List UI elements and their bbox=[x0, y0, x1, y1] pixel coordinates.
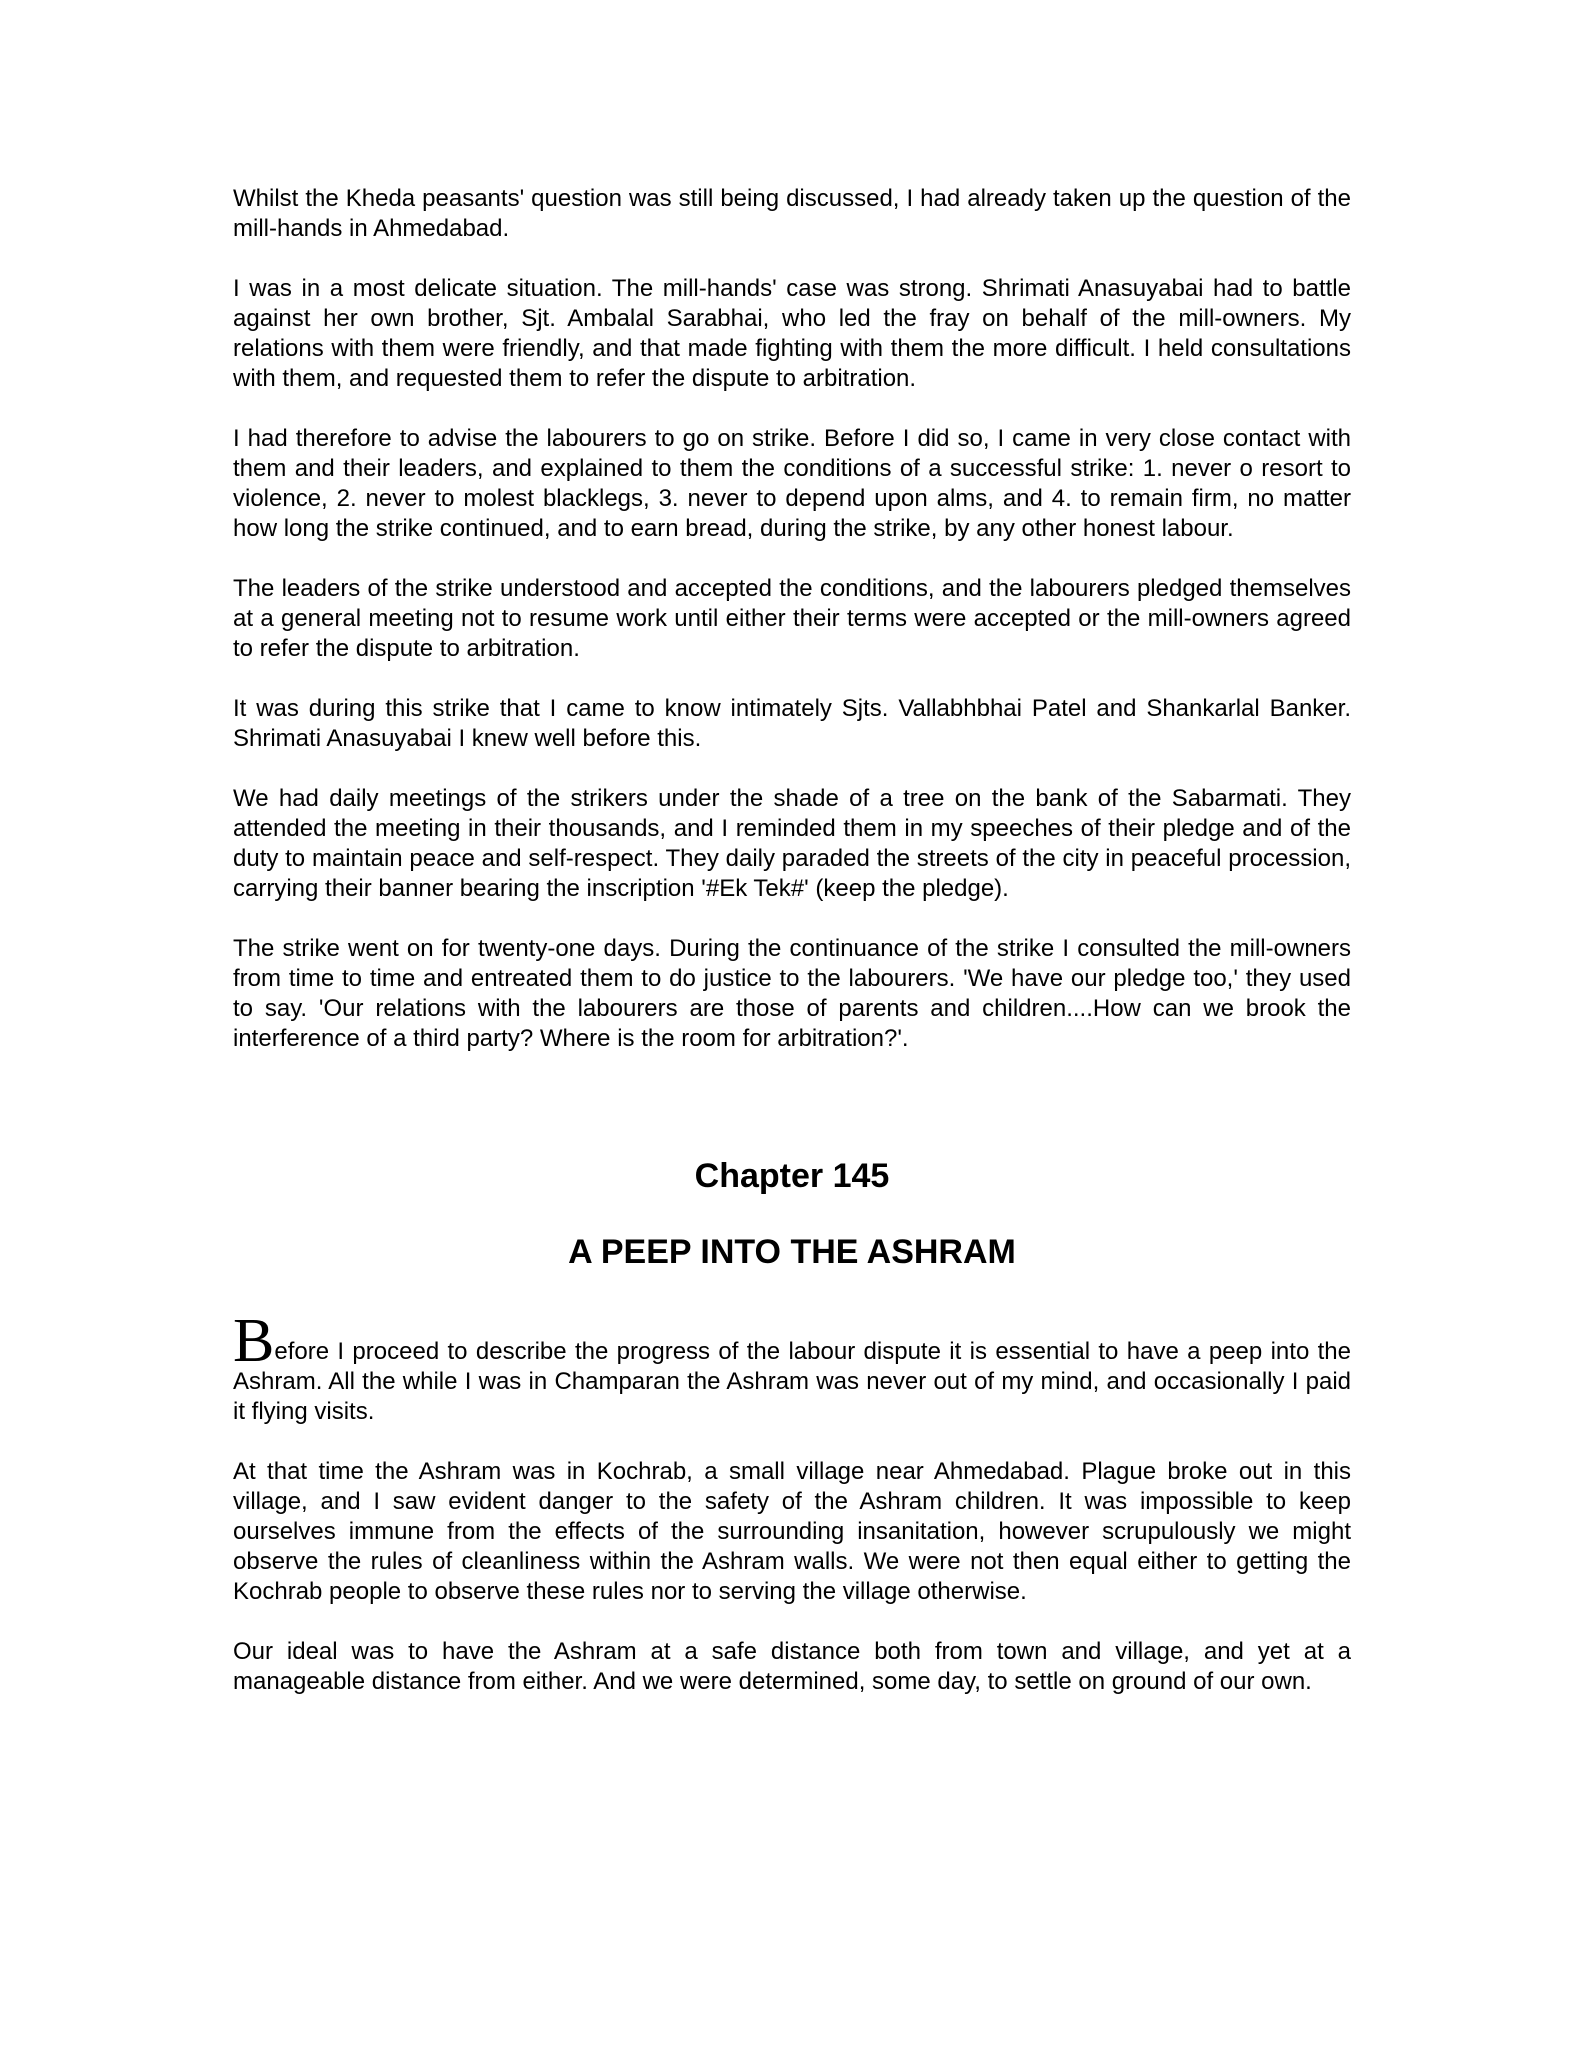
paragraph: I was in a most delicate situation. The mill-hands' case was strong. Shrimati Anasuyabai had to battle against her own brother, Sjt. Ambalal Sarabhai, who led the fray on behalf of the mill-owners. My relations with them were friendly, and that made fighting with them the more difficult. I held consultations with them, and requested them to refer the dispute to arbitration. bbox=[233, 275, 1351, 392]
paragraph: We had daily meetings of the strikers under the shade of a tree on the bank of the Sabarmati. They attended the meeting in their thousands, and I reminded them in my speeches of their pledge and of the duty to maintain peace and self-respect. They daily paraded the streets of the city in peaceful procession, carrying their banner bearing the inscription '#Ek Tek#' (keep the pledge). bbox=[233, 785, 1351, 902]
paragraph: Our ideal was to have the Ashram at a safe distance both from town and village, and yet at a manageable distance from either. And we were determined, some day, to settle on ground of our own. bbox=[233, 1638, 1351, 1695]
chapter-number: Chapter 145 bbox=[694, 1157, 890, 1195]
paragraph: The leaders of the strike understood and accepted the conditions, and the labourers pledged themselves at a general meeting not to resume work until either their terms were accepted or the mill-owners agreed to refer the dispute to arbitration. bbox=[233, 575, 1351, 662]
first-paragraph-text: efore I proceed to describe the progress of the labour dispute it is essential to have a peep into the Ashram. All the while I was in Champaran the Ashram was never out of my mind, and occasionally I paid it flying visits. bbox=[233, 1338, 1351, 1425]
paragraph: I had therefore to advise the labourers to go on strike. Before I did so, I came in very close contact with them and their leaders, and explained to them the conditions of a successful strike: 1. never o resort to violence, 2. never to molest blacklegs, 3. never to depend upon alms, and 4. to remain firm, no matter how long the strike continued, and to earn bread, during the strike, by any other honest labour. bbox=[233, 425, 1351, 542]
paragraph: The strike went on for twenty-one days. During the continuance of the strike I consulted the mill-owners from time to time and entreated them to do justice to the labourers. 'We have our pledge too,' they used to say. 'Our relations with the labourers are those of parents and children....How can we brook the interference of a third party? Where is the room for arbitration?'. bbox=[233, 935, 1351, 1052]
document-page bbox=[233, 184, 1351, 1727]
paragraph: Whilst the Kheda peasants' question was still being discussed, I had already taken up the question of the mill-hands in Ahmedabad. bbox=[233, 185, 1351, 242]
chapter-title: A PEEP INTO THE ASHRAM bbox=[568, 1233, 1016, 1271]
paragraph: It was during this strike that I came to know intimately Sjts. Vallabhbhai Patel and Shankarlal Banker. Shrimati Anasuyabai I knew well before this. bbox=[233, 695, 1351, 752]
drop-cap: B bbox=[233, 1307, 275, 1375]
paragraph: At that time the Ashram was in Kochrab, a small village near Ahmedabad. Plague broke out in this village, and I saw evident danger to the safety of the Ashram children. It was impossible to keep ourselves immune from the effects of the surrounding insanitation, however scrupulously we might observe the rules of cleanliness within the Ashram walls. We were not then equal either to getting the Kochrab people to observe these rules nor to serving the village otherwise. bbox=[233, 1458, 1351, 1605]
section-spacer bbox=[233, 1084, 1351, 1154]
first-paragraph bbox=[233, 1307, 1351, 1427]
